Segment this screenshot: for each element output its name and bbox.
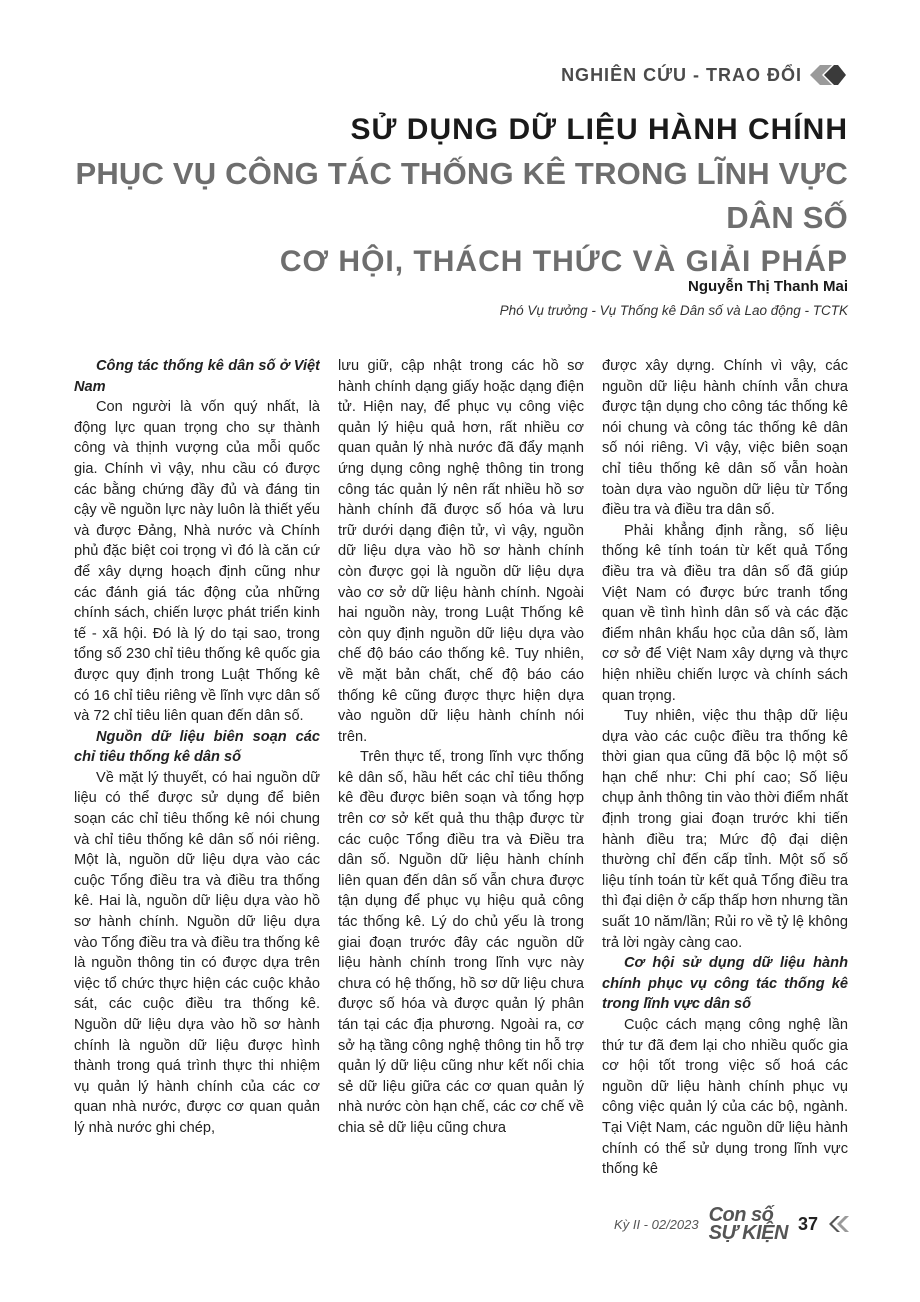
section-heading: Cơ hội sử dụng dữ liệu hành chính phục vụ công tác thống kê trong lĩnh vực dân số [602, 955, 848, 1013]
title-line-3: CƠ HỘI, THÁCH THỨC VÀ GIẢI PHÁP [279, 245, 848, 278]
column-3 [602, 356, 848, 1188]
paragraph: Trên thực tế, trong lĩnh vực thống kê dân số, hầu hết các chỉ tiêu thống kê đều được biên soạn và tổng hợp trên cơ sở kết quả thu thập được từ các cuộc Tổng điều tra và Điều tra dân số. Nguồn dữ liệu hành chính liên quan đến dân số vẫn chưa được tận dụng để phục vụ hiệu quả công tác thống kê. Lý do chủ yếu là trong giai đoạn trước đây các nguồn dữ liệu hành chính trong lĩnh vực này chưa có hệ thống, hồ sơ dữ liệu chưa được số hóa và được quản lý phân tán tại các địa phương. Ngoài ra, cơ sở hạ tầng công nghệ thông tin hỗ trợ quản lý dữ liệu cũng như kết nối chia sẻ dữ liệu giữa các cơ quan quản lý nhà nước còn hạn chế, các cơ chế về chia sẻ dữ liệu cũng chưa [338, 749, 584, 1136]
author-block [500, 278, 848, 318]
logo-line-1: Con số [708, 1204, 774, 1226]
paragraph: được xây dựng. Chính vì vậy, các nguồn dữ liệu hành chính vẫn chưa được tận dụng cho công tác thống kê nói chung và công tác thống kê dân số nói riêng. Vì vậy, việc biên soạn chỉ tiêu thống kê dân số vẫn hoàn toàn dựa vào nguồn dữ liệu từ Tổng điều tra và điều tra dân số. [602, 358, 848, 519]
article-title [60, 108, 848, 284]
title-line-1: SỬ DỤNG DỮ LIỆU HÀNH CHÍNH [350, 113, 848, 146]
title-line-2: PHỤC VỤ CÔNG TÁC THỐNG KÊ TRONG LĨNH VỰC DÂN SỐ [75, 156, 848, 235]
double-chevron-left-icon [828, 1216, 850, 1232]
issue-label: Kỳ II - 02/2023 [614, 1216, 699, 1232]
section-header [561, 64, 848, 86]
author-role: Phó Vụ trưởng - Vụ Thống kê Dân số và Lao động - TCTK [499, 303, 848, 318]
section-heading: Nguồn dữ liệu biên soạn các chỉ tiêu thống kê dân số [74, 728, 320, 766]
magazine-logo [709, 1206, 788, 1242]
article-body [74, 356, 848, 1188]
paragraph: Tuy nhiên, việc thu thập dữ liệu dựa vào các cuộc điều tra thống kê thời gian qua cũng đã bộc lộ một số hạn chế như: Chi phí cao; Số liệu chụp ảnh thông tin vào thời điểm nhất định trong giai đoạn trước khi tiến hành điều tra; Mức độ đại diện thường chỉ đến cấp tỉnh. Một số số liệu tính toán từ kết quả Tổng điều tra thì đại diện ở cấp thấp hơn nhưng tần suất 10 năm/lần; Rủi ro về tỷ lệ không trả lời ngày càng cao. [602, 708, 848, 951]
page-number: 37 [797, 1213, 818, 1234]
author-name: Nguyễn Thị Thanh Mai [688, 278, 848, 295]
paragraph: Cuộc cách mạng công nghệ lần thứ tư đã đem lại cho nhiều quốc gia cơ hội tốt trong việc số hoá các nguồn dữ liệu hành chính phục vụ công việc quản lý của các bộ, ngành. Tại Việt Nam, các nguồn dữ liệu hành chính có thể sử dụng trong lĩnh vực thống kê [602, 1017, 848, 1178]
column-1 [74, 356, 320, 1188]
column-2 [338, 356, 584, 1188]
double-chevron-right-icon [808, 64, 848, 86]
paragraph: Phải khẳng định rằng, số liệu thống kê tính toán từ kết quả Tổng điều tra và điều tra dân số đã giúp Việt Nam có được bức tranh tổng quan về tình hình dân số và các đặc điểm nhân khẩu học của dân số, làm cơ sở để Việt Nam xây dựng và thực hiện nhiều chiến lược và chính sách quan trọng. [602, 522, 848, 704]
section-heading: Công tác thống kê dân số ở Việt Nam [74, 358, 320, 395]
paragraph: Con người là vốn quý nhất, là động lực quan trọng cho sự thành công và thịnh vượng của mỗi quốc gia. Chính vì vậy, nhu cầu có được các bằng chứng đầy đủ và đáng tin cậy về nguồn lực này luôn là thiết yếu và được Đảng, Nhà nước và Chính phủ đặc biệt coi trọng vì đó là căn cứ để xây dựng hoạch định cũng như các đánh giá tác động của những chính sách, chiến lược phát triển kinh tế - xã hội. Đó là lý do tại sao, trong tổng số 230 chỉ tiêu thống kê quốc gia được quy định trong Luật Thống kê có 16 chỉ tiêu riêng về lĩnh vực dân số và 72 chỉ tiêu liên quan đến dân số. [74, 399, 320, 725]
section-label: NGHIÊN CỨU - TRAO ĐỔI [561, 64, 802, 85]
logo-line-2: SỰ KIỆN [708, 1222, 788, 1244]
page-footer [614, 1206, 850, 1242]
paragraph: lưu giữ, cập nhật trong các hồ sơ hành chính dạng giấy hoặc dạng điện tử. Hiện nay, để phục vụ công việc quản lý hiệu quả hơn, rất nhiều cơ quan quản lý nhà nước đã đẩy mạnh ứng dụng công nghệ thông tin trong công tác quản lý nên rất nhiều hồ sơ hành chính đã được số hóa và lưu trữ dưới dạng điện tử, vì vậy, nguồn dữ liệu dựa vào hồ sơ hành chính còn được gọi là nguồn dữ liệu dựa vào cơ sở dữ liệu hành chính. Ngoài hai nguồn này, trong Luật Thống kê còn quy định nguồn dữ liệu dựa vào chế độ báo cáo thống kê. Tuy nhiên, về mặt bản chất, chế độ báo cáo thống kê cũng được thực hiện dựa vào nguồn dữ liệu hành chính nói trên. [338, 358, 584, 745]
paragraph: Về mặt lý thuyết, có hai nguồn dữ liệu có thể được sử dụng để biên soạn các chỉ tiêu thống kê nói chung và chỉ tiêu thống kê dân số nói riêng. Một là, nguồn dữ liệu dựa vào các cuộc Tổng điều tra và điều tra thống kê. Hai là, nguồn dữ liệu dựa vào hồ sơ hành chính. Nguồn dữ liệu dựa vào Tổng điều tra và điều tra thống kê là nguồn thông tin có được dựa trên việc tổ chức thực hiện các cuộc khảo sát, các cuộc điều tra thống kê. Nguồn dữ liệu dựa vào hồ sơ hành chính là nguồn dữ liệu được hình thành trong quá trình thực thi nhiệm vụ quản lý hành chính của các cơ quan nhà nước, được cơ quan quản lý nhà nước ghi chép, [74, 769, 320, 1136]
